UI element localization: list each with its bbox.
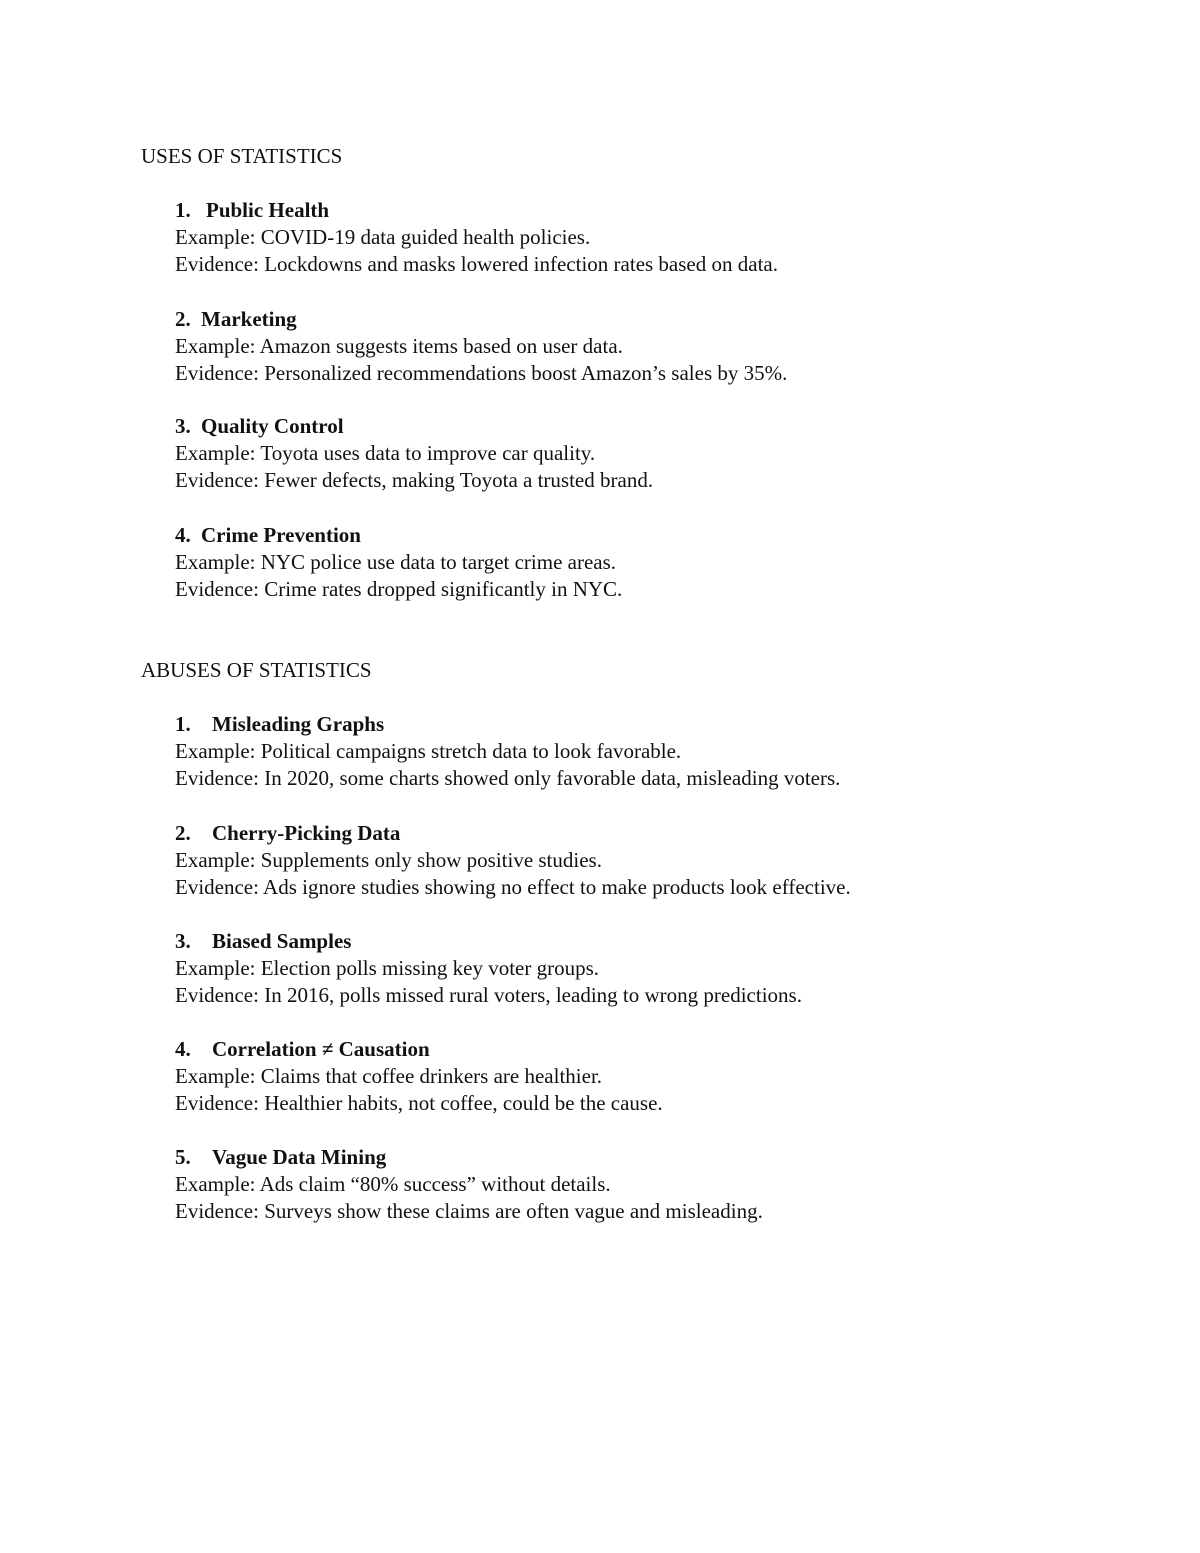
item-evidence: Evidence: Surveys show these claims are often vague and misleading.: [175, 1199, 763, 1223]
item-title: [175, 522, 1075, 549]
item-number: 2.: [175, 821, 191, 845]
item-example: Example: Toyota uses data to improve car quality.: [175, 441, 596, 465]
item-evidence: Evidence: Fewer defects, making Toyota a trusted brand.: [175, 468, 654, 492]
abuses-heading: ABUSES OF STATISTICS: [141, 658, 372, 682]
item-example: Example: COVID-19 data guided health policies.: [175, 225, 591, 249]
item-number: 1.: [175, 712, 191, 736]
item-example: Example: Supplements only show positive studies.: [175, 848, 602, 872]
item-heading: Crime Prevention: [201, 523, 361, 547]
item-evidence: Evidence: Healthier habits, not coffee, could be the cause.: [175, 1091, 663, 1115]
item-number: 4.: [175, 523, 191, 547]
item-title: [175, 197, 1075, 224]
abuses-item-vague-data-mining: [175, 1144, 1075, 1225]
item-heading: Biased Samples: [212, 929, 352, 953]
item-number: 4.: [175, 1037, 191, 1061]
item-evidence: Evidence: Ads ignore studies showing no effect to make products look effective.: [175, 875, 851, 899]
abuses-item-correlation-causation: [175, 1036, 1075, 1117]
item-example: Example: Amazon suggests items based on user data.: [175, 334, 623, 358]
item-heading: Quality Control: [201, 414, 344, 438]
item-heading: Vague Data Mining: [212, 1145, 387, 1169]
uses-item-marketing: [175, 306, 1075, 387]
abuses-item-biased-samples: [175, 928, 1075, 1009]
item-title: [175, 413, 1075, 440]
item-heading: Marketing: [201, 307, 297, 331]
abuses-item-cherry-picking: [175, 820, 1075, 901]
item-number: 3.: [175, 414, 191, 438]
item-example: Example: Election polls missing key voter groups.: [175, 956, 600, 980]
item-example: Example: Claims that coffee drinkers are healthier.: [175, 1064, 603, 1088]
item-heading: Public Health: [206, 198, 330, 222]
item-number: 3.: [175, 929, 191, 953]
item-number: 2.: [175, 307, 191, 331]
item-example: Example: Political campaigns stretch data to look favorable.: [175, 739, 682, 763]
item-evidence: Evidence: Personalized recommendations boost Amazon’s sales by 35%.: [175, 361, 788, 385]
item-evidence: Evidence: In 2016, polls missed rural voters, leading to wrong predictions.: [175, 983, 802, 1007]
item-title: [175, 1036, 1075, 1063]
item-title: [175, 928, 1075, 955]
item-title: [175, 820, 1075, 847]
item-title: [175, 306, 1075, 333]
uses-heading: USES OF STATISTICS: [141, 144, 343, 168]
item-number: 5.: [175, 1145, 191, 1169]
item-evidence: Evidence: Crime rates dropped significantly in NYC.: [175, 577, 623, 601]
item-title: [175, 1144, 1075, 1171]
item-number: 1.: [175, 198, 191, 222]
item-title: [175, 711, 1075, 738]
item-heading: Correlation ≠ Causation: [212, 1037, 430, 1061]
item-heading: Cherry-Picking Data: [212, 821, 401, 845]
item-evidence: Evidence: In 2020, some charts showed only favorable data, misleading voters.: [175, 766, 841, 790]
item-example: Example: NYC police use data to target crime areas.: [175, 550, 617, 574]
uses-item-public-health: [175, 197, 1075, 278]
item-heading: Misleading Graphs: [212, 712, 385, 736]
uses-item-quality-control: [175, 413, 1075, 494]
item-evidence: Evidence: Lockdowns and masks lowered infection rates based on data.: [175, 252, 778, 276]
item-example: Example: Ads claim “80% success” without details.: [175, 1172, 611, 1196]
abuses-item-misleading-graphs: [175, 711, 1075, 792]
uses-item-crime-prevention: [175, 522, 1075, 603]
